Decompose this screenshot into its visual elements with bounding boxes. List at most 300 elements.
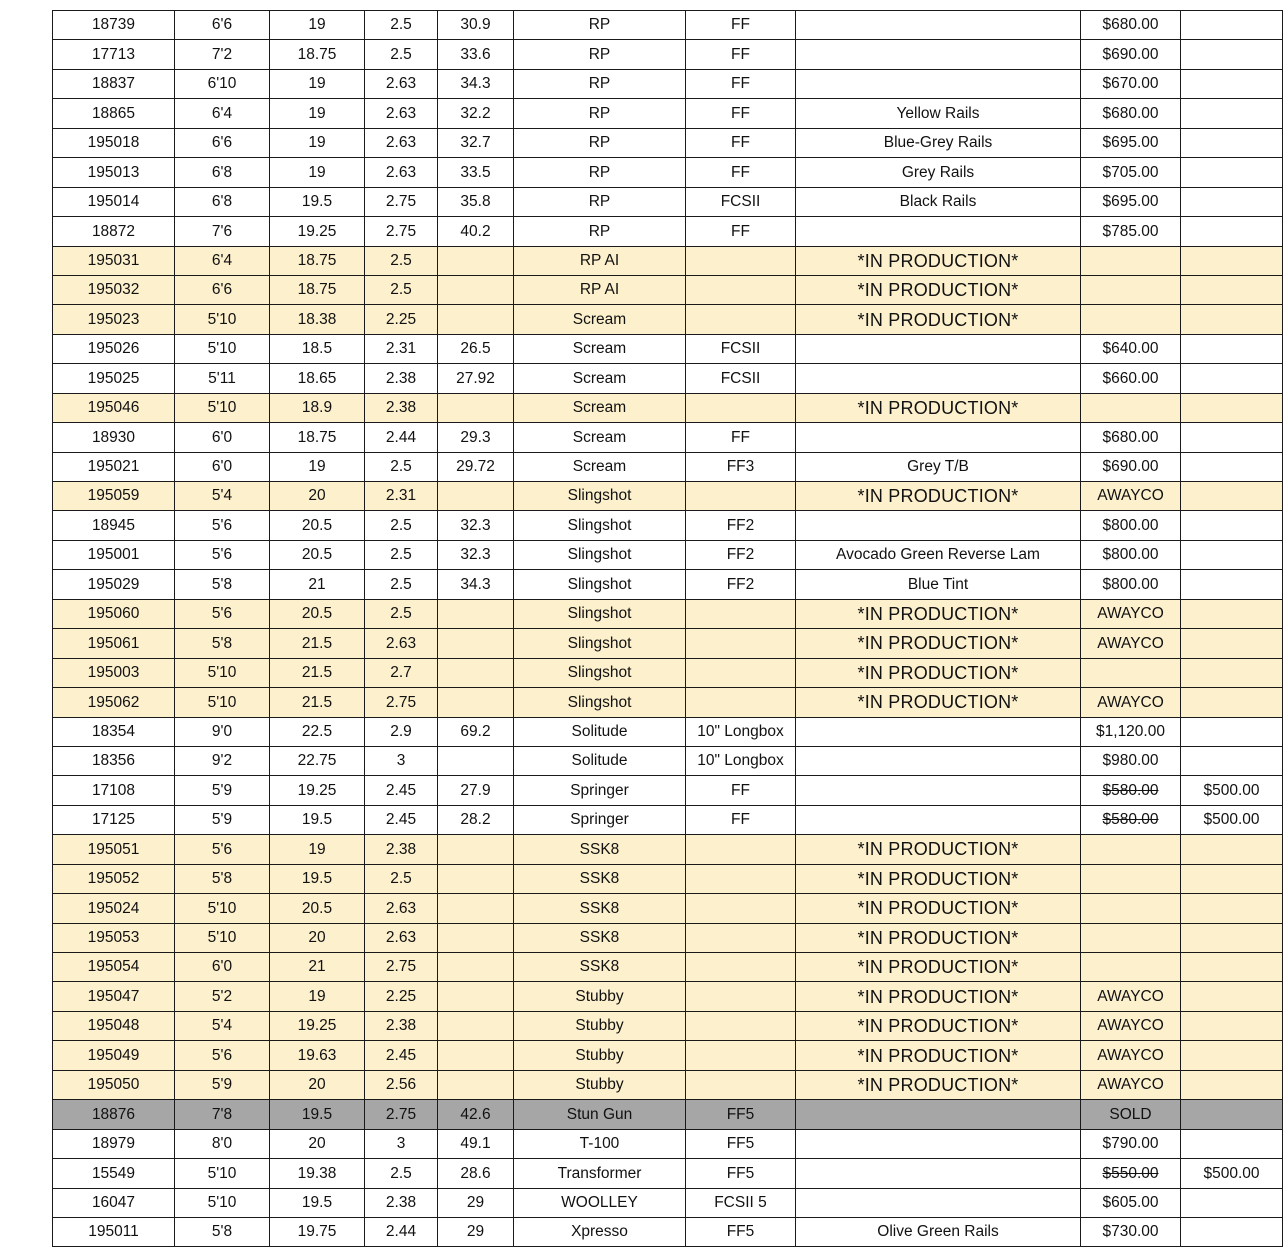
note-cell (796, 1129, 1081, 1158)
fin-system-cell: FF (686, 11, 796, 40)
price-cell: $980.00 (1081, 746, 1181, 775)
board-id-cell: 195025 (53, 364, 175, 393)
length-cell: 7'2 (175, 40, 270, 69)
board-id-cell: 18945 (53, 511, 175, 540)
model-cell: Stubby (514, 982, 686, 1011)
model-cell: Slingshot (514, 658, 686, 687)
thickness-cell: 2.5 (365, 511, 438, 540)
volume-cell (438, 1041, 514, 1070)
thickness-cell: 2.5 (365, 275, 438, 304)
volume-cell: 32.3 (438, 511, 514, 540)
note-cell (796, 511, 1081, 540)
volume-cell: 28.2 (438, 805, 514, 834)
board-id-cell: 18837 (53, 69, 175, 98)
board-id-cell: 18979 (53, 1129, 175, 1158)
model-cell: Xpresso (514, 1217, 686, 1246)
board-id-cell: 195059 (53, 482, 175, 511)
fin-system-cell: FF2 (686, 511, 796, 540)
model-cell: Scream (514, 334, 686, 363)
volume-cell: 34.3 (438, 570, 514, 599)
width-cell: 19.5 (270, 187, 365, 216)
length-cell: 6'6 (175, 128, 270, 157)
model-cell: Scream (514, 305, 686, 334)
volume-cell: 27.9 (438, 776, 514, 805)
sale-price-cell (1181, 1129, 1283, 1158)
width-cell: 21.5 (270, 688, 365, 717)
fin-system-cell (686, 1070, 796, 1099)
note-cell: *IN PRODUCTION* (796, 688, 1081, 717)
fin-system-cell: FF (686, 217, 796, 246)
fin-system-cell (686, 953, 796, 982)
fin-system-cell (686, 1041, 796, 1070)
note-cell: *IN PRODUCTION* (796, 629, 1081, 658)
thickness-cell: 2.7 (365, 658, 438, 687)
length-cell: 7'6 (175, 217, 270, 246)
thickness-cell: 2.5 (365, 599, 438, 628)
width-cell: 18.75 (270, 40, 365, 69)
thickness-cell: 2.31 (365, 482, 438, 511)
note-cell: *IN PRODUCTION* (796, 894, 1081, 923)
board-id-cell: 195046 (53, 393, 175, 422)
board-id-cell: 15549 (53, 1159, 175, 1188)
sale-price-cell (1181, 1011, 1283, 1040)
price-cell: $605.00 (1081, 1188, 1181, 1217)
sale-price-cell (1181, 423, 1283, 452)
fin-system-cell (686, 864, 796, 893)
board-id-cell: 195014 (53, 187, 175, 216)
table-row (53, 599, 1283, 628)
sale-price-cell: $500.00 (1181, 1159, 1283, 1188)
length-cell: 5'8 (175, 1217, 270, 1246)
width-cell: 19 (270, 128, 365, 157)
thickness-cell: 2.75 (365, 688, 438, 717)
thickness-cell: 2.63 (365, 69, 438, 98)
sale-price-cell (1181, 452, 1283, 481)
fin-system-cell: FF (686, 805, 796, 834)
volume-cell: 29.72 (438, 452, 514, 481)
table-row (53, 540, 1283, 569)
fin-system-cell: FF (686, 776, 796, 805)
table-row (53, 658, 1283, 687)
fin-system-cell (686, 393, 796, 422)
width-cell: 19 (270, 452, 365, 481)
note-cell (796, 1100, 1081, 1129)
model-cell: RP (514, 158, 686, 187)
thickness-cell: 2.5 (365, 246, 438, 275)
width-cell: 18.9 (270, 393, 365, 422)
model-cell: SSK8 (514, 835, 686, 864)
thickness-cell: 2.56 (365, 1070, 438, 1099)
note-cell: *IN PRODUCTION* (796, 658, 1081, 687)
board-id-cell: 195050 (53, 1070, 175, 1099)
board-id-cell: 195031 (53, 246, 175, 275)
fin-system-cell (686, 658, 796, 687)
sale-price-cell (1181, 364, 1283, 393)
model-cell: RP (514, 69, 686, 98)
length-cell: 5'6 (175, 540, 270, 569)
thickness-cell: 2.25 (365, 982, 438, 1011)
board-id-cell: 195011 (53, 1217, 175, 1246)
note-cell (796, 1159, 1081, 1188)
fin-system-cell: FF (686, 128, 796, 157)
table-row (53, 305, 1283, 334)
width-cell: 19.5 (270, 1188, 365, 1217)
sale-price-cell (1181, 393, 1283, 422)
note-cell (796, 217, 1081, 246)
length-cell: 5'8 (175, 570, 270, 599)
thickness-cell: 2.45 (365, 805, 438, 834)
length-cell: 5'4 (175, 482, 270, 511)
price-cell: $580.00 (1081, 805, 1181, 834)
sale-price-cell (1181, 923, 1283, 952)
volume-cell: 40.2 (438, 217, 514, 246)
volume-cell: 33.6 (438, 40, 514, 69)
sale-price-cell (1181, 1041, 1283, 1070)
width-cell: 20.5 (270, 599, 365, 628)
volume-cell (438, 629, 514, 658)
width-cell: 19.5 (270, 1100, 365, 1129)
model-cell: Slingshot (514, 482, 686, 511)
fin-system-cell: FF (686, 69, 796, 98)
volume-cell: 26.5 (438, 334, 514, 363)
fin-system-cell (686, 482, 796, 511)
length-cell: 5'6 (175, 511, 270, 540)
table-row (53, 1100, 1283, 1129)
width-cell: 21.5 (270, 629, 365, 658)
price-cell: AWAYCO (1081, 982, 1181, 1011)
width-cell: 19.75 (270, 1217, 365, 1246)
fin-system-cell: FF (686, 99, 796, 128)
table-row (53, 776, 1283, 805)
width-cell: 20 (270, 482, 365, 511)
sale-price-cell (1181, 894, 1283, 923)
thickness-cell: 2.5 (365, 11, 438, 40)
board-id-cell: 195053 (53, 923, 175, 952)
sale-price-cell (1181, 570, 1283, 599)
board-id-cell: 18354 (53, 717, 175, 746)
volume-cell: 28.6 (438, 1159, 514, 1188)
fin-system-cell: FCSII (686, 364, 796, 393)
board-id-cell: 195023 (53, 305, 175, 334)
price-cell: $680.00 (1081, 423, 1181, 452)
thickness-cell: 2.63 (365, 923, 438, 952)
width-cell: 19 (270, 69, 365, 98)
table-row (53, 452, 1283, 481)
note-cell: *IN PRODUCTION* (796, 393, 1081, 422)
model-cell: Scream (514, 452, 686, 481)
width-cell: 18.38 (270, 305, 365, 334)
table-row (53, 746, 1283, 775)
model-cell: Stubby (514, 1011, 686, 1040)
board-id-cell: 195060 (53, 599, 175, 628)
price-cell: $690.00 (1081, 452, 1181, 481)
board-id-cell: 195018 (53, 128, 175, 157)
price-cell: $550.00 (1081, 1159, 1181, 1188)
width-cell: 22.5 (270, 717, 365, 746)
volume-cell (438, 275, 514, 304)
width-cell: 22.75 (270, 746, 365, 775)
table-row (53, 217, 1283, 246)
fin-system-cell: FF (686, 158, 796, 187)
model-cell: Stubby (514, 1070, 686, 1099)
price-cell: $800.00 (1081, 540, 1181, 569)
table-row (53, 570, 1283, 599)
sale-price-cell (1181, 305, 1283, 334)
volume-cell: 29.3 (438, 423, 514, 452)
thickness-cell: 2.63 (365, 158, 438, 187)
length-cell: 5'8 (175, 864, 270, 893)
table-row (53, 423, 1283, 452)
board-id-cell: 16047 (53, 1188, 175, 1217)
length-cell: 6'6 (175, 275, 270, 304)
sale-price-cell (1181, 217, 1283, 246)
fin-system-cell (686, 982, 796, 1011)
volume-cell: 49.1 (438, 1129, 514, 1158)
sale-price-cell (1181, 717, 1283, 746)
volume-cell (438, 894, 514, 923)
board-id-cell: 18739 (53, 11, 175, 40)
table-row (53, 158, 1283, 187)
price-cell: $785.00 (1081, 217, 1181, 246)
volume-cell (438, 599, 514, 628)
table-row (53, 1070, 1283, 1099)
length-cell: 6'8 (175, 158, 270, 187)
model-cell: RP (514, 11, 686, 40)
width-cell: 19.5 (270, 805, 365, 834)
model-cell: Slingshot (514, 629, 686, 658)
length-cell: 6'10 (175, 69, 270, 98)
thickness-cell: 2.38 (365, 1011, 438, 1040)
fin-system-cell (686, 599, 796, 628)
model-cell: SSK8 (514, 953, 686, 982)
fin-system-cell: FCSII (686, 334, 796, 363)
thickness-cell: 2.5 (365, 1159, 438, 1188)
note-cell: Blue-Grey Rails (796, 128, 1081, 157)
fin-system-cell: FF5 (686, 1100, 796, 1129)
length-cell: 6'8 (175, 187, 270, 216)
width-cell: 19.25 (270, 217, 365, 246)
price-cell (1081, 953, 1181, 982)
price-cell (1081, 894, 1181, 923)
fin-system-cell: FF5 (686, 1159, 796, 1188)
model-cell: Slingshot (514, 688, 686, 717)
fin-system-cell: FF2 (686, 540, 796, 569)
note-cell: *IN PRODUCTION* (796, 599, 1081, 628)
model-cell: Scream (514, 423, 686, 452)
table-row (53, 982, 1283, 1011)
thickness-cell: 2.5 (365, 40, 438, 69)
note-cell: *IN PRODUCTION* (796, 923, 1081, 952)
length-cell: 5'2 (175, 982, 270, 1011)
width-cell: 19 (270, 982, 365, 1011)
note-cell (796, 746, 1081, 775)
board-id-cell: 18865 (53, 99, 175, 128)
table-row (53, 275, 1283, 304)
length-cell: 9'0 (175, 717, 270, 746)
table-row (53, 1188, 1283, 1217)
length-cell: 5'10 (175, 305, 270, 334)
table-body (53, 11, 1283, 1247)
board-id-cell: 195013 (53, 158, 175, 187)
price-cell (1081, 393, 1181, 422)
table-row (53, 128, 1283, 157)
sale-price-cell (1181, 1217, 1283, 1246)
sale-price-cell (1181, 482, 1283, 511)
board-id-cell: 195001 (53, 540, 175, 569)
sale-price-cell (1181, 334, 1283, 363)
board-id-cell: 195003 (53, 658, 175, 687)
price-cell: $690.00 (1081, 40, 1181, 69)
table-row (53, 864, 1283, 893)
sale-price-cell (1181, 835, 1283, 864)
volume-cell: 27.92 (438, 364, 514, 393)
price-cell (1081, 305, 1181, 334)
volume-cell (438, 1011, 514, 1040)
volume-cell: 69.2 (438, 717, 514, 746)
sale-price-cell (1181, 982, 1283, 1011)
sale-price-cell (1181, 658, 1283, 687)
price-cell (1081, 246, 1181, 275)
board-id-cell: 195051 (53, 835, 175, 864)
width-cell: 20.5 (270, 511, 365, 540)
model-cell: WOOLLEY (514, 1188, 686, 1217)
thickness-cell: 2.44 (365, 1217, 438, 1246)
price-cell: $670.00 (1081, 69, 1181, 98)
fin-system-cell (686, 246, 796, 275)
note-cell (796, 364, 1081, 393)
fin-system-cell: FF (686, 423, 796, 452)
thickness-cell: 2.63 (365, 629, 438, 658)
board-id-cell: 195029 (53, 570, 175, 599)
table-row (53, 246, 1283, 275)
model-cell: SSK8 (514, 923, 686, 952)
price-cell: $730.00 (1081, 1217, 1181, 1246)
thickness-cell: 2.45 (365, 776, 438, 805)
width-cell: 19.63 (270, 1041, 365, 1070)
model-cell: RP (514, 217, 686, 246)
fin-system-cell (686, 1011, 796, 1040)
fin-system-cell: FCSII 5 (686, 1188, 796, 1217)
width-cell: 21.5 (270, 658, 365, 687)
length-cell: 5'10 (175, 894, 270, 923)
board-id-cell: 18876 (53, 1100, 175, 1129)
thickness-cell: 2.75 (365, 1100, 438, 1129)
sale-price-cell (1181, 128, 1283, 157)
model-cell: Springer (514, 805, 686, 834)
price-cell: $695.00 (1081, 128, 1181, 157)
model-cell: Slingshot (514, 540, 686, 569)
price-cell: AWAYCO (1081, 1041, 1181, 1070)
fin-system-cell: FF3 (686, 452, 796, 481)
table-row (53, 482, 1283, 511)
board-id-cell: 17125 (53, 805, 175, 834)
price-cell: SOLD (1081, 1100, 1181, 1129)
price-cell: $790.00 (1081, 1129, 1181, 1158)
table-row (53, 923, 1283, 952)
volume-cell (438, 688, 514, 717)
width-cell: 19 (270, 99, 365, 128)
width-cell: 18.5 (270, 334, 365, 363)
length-cell: 6'0 (175, 452, 270, 481)
thickness-cell: 2.25 (365, 305, 438, 334)
sale-price-cell (1181, 953, 1283, 982)
note-cell: *IN PRODUCTION* (796, 835, 1081, 864)
sale-price-cell (1181, 11, 1283, 40)
table-row (53, 1159, 1283, 1188)
volume-cell: 35.8 (438, 187, 514, 216)
model-cell: Stun Gun (514, 1100, 686, 1129)
board-id-cell: 195062 (53, 688, 175, 717)
note-cell: *IN PRODUCTION* (796, 1011, 1081, 1040)
sale-price-cell (1181, 688, 1283, 717)
sale-price-cell (1181, 187, 1283, 216)
width-cell: 20 (270, 923, 365, 952)
thickness-cell: 3 (365, 746, 438, 775)
table-row (53, 953, 1283, 982)
thickness-cell: 3 (365, 1129, 438, 1158)
note-cell: *IN PRODUCTION* (796, 864, 1081, 893)
model-cell: Slingshot (514, 570, 686, 599)
sale-price-cell (1181, 158, 1283, 187)
note-cell: Avocado Green Reverse Lam (796, 540, 1081, 569)
sale-price-cell (1181, 40, 1283, 69)
note-cell (796, 423, 1081, 452)
width-cell: 18.65 (270, 364, 365, 393)
board-id-cell: 18872 (53, 217, 175, 246)
board-id-cell: 17713 (53, 40, 175, 69)
note-cell (796, 334, 1081, 363)
model-cell: RP AI (514, 246, 686, 275)
thickness-cell: 2.5 (365, 452, 438, 481)
volume-cell: 42.6 (438, 1100, 514, 1129)
model-cell: Scream (514, 364, 686, 393)
board-id-cell: 195024 (53, 894, 175, 923)
thickness-cell: 2.75 (365, 953, 438, 982)
volume-cell (438, 246, 514, 275)
thickness-cell: 2.38 (365, 364, 438, 393)
sale-price-cell (1181, 511, 1283, 540)
width-cell: 21 (270, 953, 365, 982)
fin-system-cell: FF2 (686, 570, 796, 599)
board-id-cell: 17108 (53, 776, 175, 805)
length-cell: 6'6 (175, 11, 270, 40)
length-cell: 5'4 (175, 1011, 270, 1040)
width-cell: 18.75 (270, 423, 365, 452)
price-cell: $680.00 (1081, 99, 1181, 128)
thickness-cell: 2.63 (365, 894, 438, 923)
note-cell: *IN PRODUCTION* (796, 482, 1081, 511)
price-cell (1081, 864, 1181, 893)
volume-cell: 32.3 (438, 540, 514, 569)
thickness-cell: 2.5 (365, 864, 438, 893)
width-cell: 19 (270, 835, 365, 864)
volume-cell (438, 923, 514, 952)
note-cell: *IN PRODUCTION* (796, 1070, 1081, 1099)
model-cell: T-100 (514, 1129, 686, 1158)
note-cell: Yellow Rails (796, 99, 1081, 128)
thickness-cell: 2.38 (365, 393, 438, 422)
board-id-cell: 195049 (53, 1041, 175, 1070)
note-cell (796, 776, 1081, 805)
model-cell: RP (514, 187, 686, 216)
width-cell: 18.75 (270, 275, 365, 304)
width-cell: 19.25 (270, 776, 365, 805)
length-cell: 5'10 (175, 923, 270, 952)
volume-cell (438, 746, 514, 775)
sale-price-cell (1181, 864, 1283, 893)
thickness-cell: 2.5 (365, 540, 438, 569)
table-row (53, 688, 1283, 717)
